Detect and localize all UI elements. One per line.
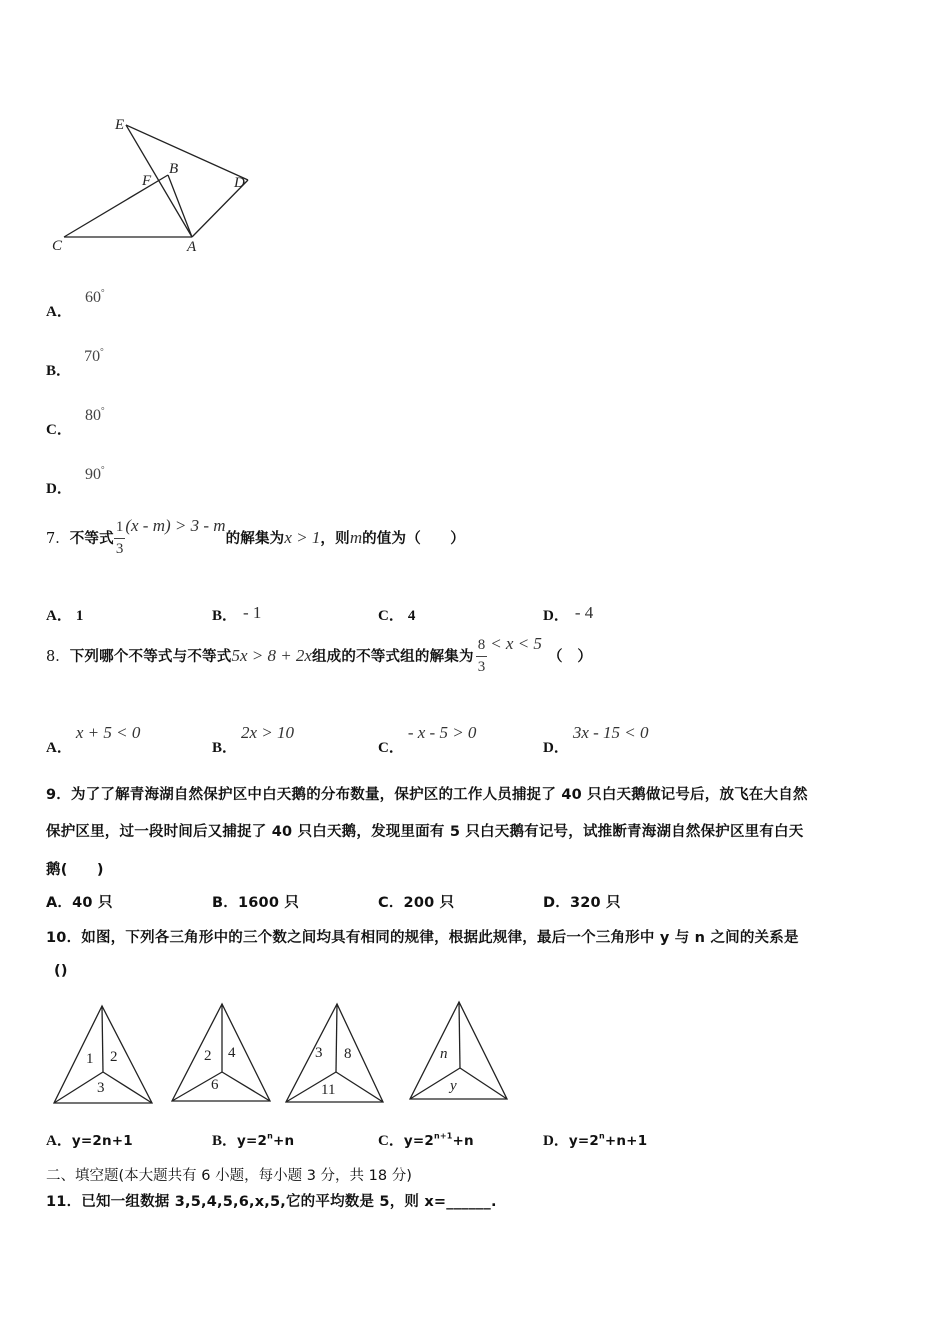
point-label-c: C [52, 238, 63, 254]
q8-fraction: $\frac{8}{3}$ [477, 637, 486, 675]
triangle-4-bottom: y [450, 1078, 457, 1094]
question-8: 8．下列哪个不等式与不等式5x > 8 + 2x组成的不等式组的解集为 $\frac{8}{3}$ < x < 5（ ） [46, 634, 593, 675]
q10-option-b[interactable]: B．$y=2^n+n$ [212, 1131, 295, 1149]
q9-option-d[interactable]: D．320 只 [543, 895, 621, 911]
segment-ba [168, 175, 192, 237]
q8-option-b[interactable]: B．2x > 10 [212, 723, 295, 756]
q6-option-d[interactable]: D． 90° [46, 464, 105, 497]
segment-ed [126, 125, 248, 180]
q7-fraction: $\frac{1}{3}$ [115, 519, 124, 557]
point-label-b: B [169, 161, 179, 177]
question-10-line-2: () [54, 963, 68, 979]
point-label-a: A [187, 239, 197, 255]
section-2-title: 二、填空题(本大题共有 6 小题，每小题 3 分，共 18 分) [46, 1168, 412, 1184]
triangle-4-left: n [440, 1046, 448, 1062]
q9-option-a[interactable]: A．40 只 [46, 895, 113, 911]
triangle-2 [172, 1004, 270, 1101]
question-9-line-3: 鹅( ) [46, 862, 104, 878]
q8-option-a[interactable]: A．x + 5 < 0 [46, 723, 141, 756]
segment-cb [64, 175, 168, 237]
q10-option-c[interactable]: C．$y=2^{n+1}+n$ [378, 1131, 474, 1149]
geometry-figure [40, 105, 270, 260]
question-7: 7．不等式 $\frac{1}{3}$ (x - m) > 3 - m的解集为x > 1，则m的值为（ ） [46, 516, 465, 557]
point-label-f: F [142, 173, 152, 189]
question-9-line-2: 保护区里，过一段时间后又捕捉了 40 只白天鹅，发现里面有 5 只白天鹅有记号，试推断青海湖自然保护区里有白天 [46, 824, 804, 840]
triangle-3-bottom: 11 [321, 1082, 336, 1098]
q7-option-b[interactable]: B． - 1 [212, 603, 262, 624]
triangle-1-left: 1 [86, 1051, 94, 1067]
question-9-line-1: 9．为了了解青海湖自然保护区中白天鹅的分布数量，保护区的工作人员捕捉了 40 只白天鹅做记号后，放飞在大自然 [46, 787, 808, 803]
q7-option-d[interactable]: D． - 4 [543, 603, 594, 624]
triangle-4 [410, 1002, 507, 1099]
triangle-2-left: 2 [204, 1048, 212, 1064]
q6-option-b[interactable]: B． 70° [46, 346, 104, 379]
q7-option-a[interactable]: A． 1 [46, 608, 84, 624]
q8-option-d[interactable]: D．3x - 15 < 0 [543, 723, 649, 756]
q9-option-c[interactable]: C．200 只 [378, 895, 455, 911]
q6-option-a[interactable]: A． 60° [46, 287, 105, 320]
question-11: 11．已知一组数据 3,5,4,5,6,x,5,它的平均数是 5，则 x=______. [46, 1194, 497, 1210]
triangle-3-right: 8 [344, 1046, 352, 1062]
q7-option-c[interactable]: C． 4 [378, 608, 416, 624]
point-label-e: E [115, 117, 125, 133]
triangle-2-right: 4 [228, 1045, 236, 1061]
triangle-1-right: 2 [110, 1049, 118, 1065]
q9-option-b[interactable]: B．1600 只 [212, 895, 300, 911]
q10-option-a[interactable]: A．y=2n+1 [46, 1133, 133, 1149]
triangle-3-left: 3 [315, 1045, 323, 1061]
q10-option-d[interactable]: D．$y=2^n+n+1$ [543, 1131, 648, 1149]
q6-option-c[interactable]: C． 80° [46, 405, 105, 438]
point-label-d: D [234, 175, 245, 191]
q8-option-c[interactable]: C．- x - 5 > 0 [378, 723, 477, 756]
triangle-1-bottom: 3 [97, 1080, 105, 1096]
pattern-triangles-figure [50, 1000, 520, 1110]
question-10-line-1: 10．如图，下列各三角形中的三个数之间均具有相同的规律，根据此规律，最后一个三角形中 y 与 n 之间的关系是 [46, 930, 799, 946]
triangle-2-bottom: 6 [211, 1077, 219, 1093]
